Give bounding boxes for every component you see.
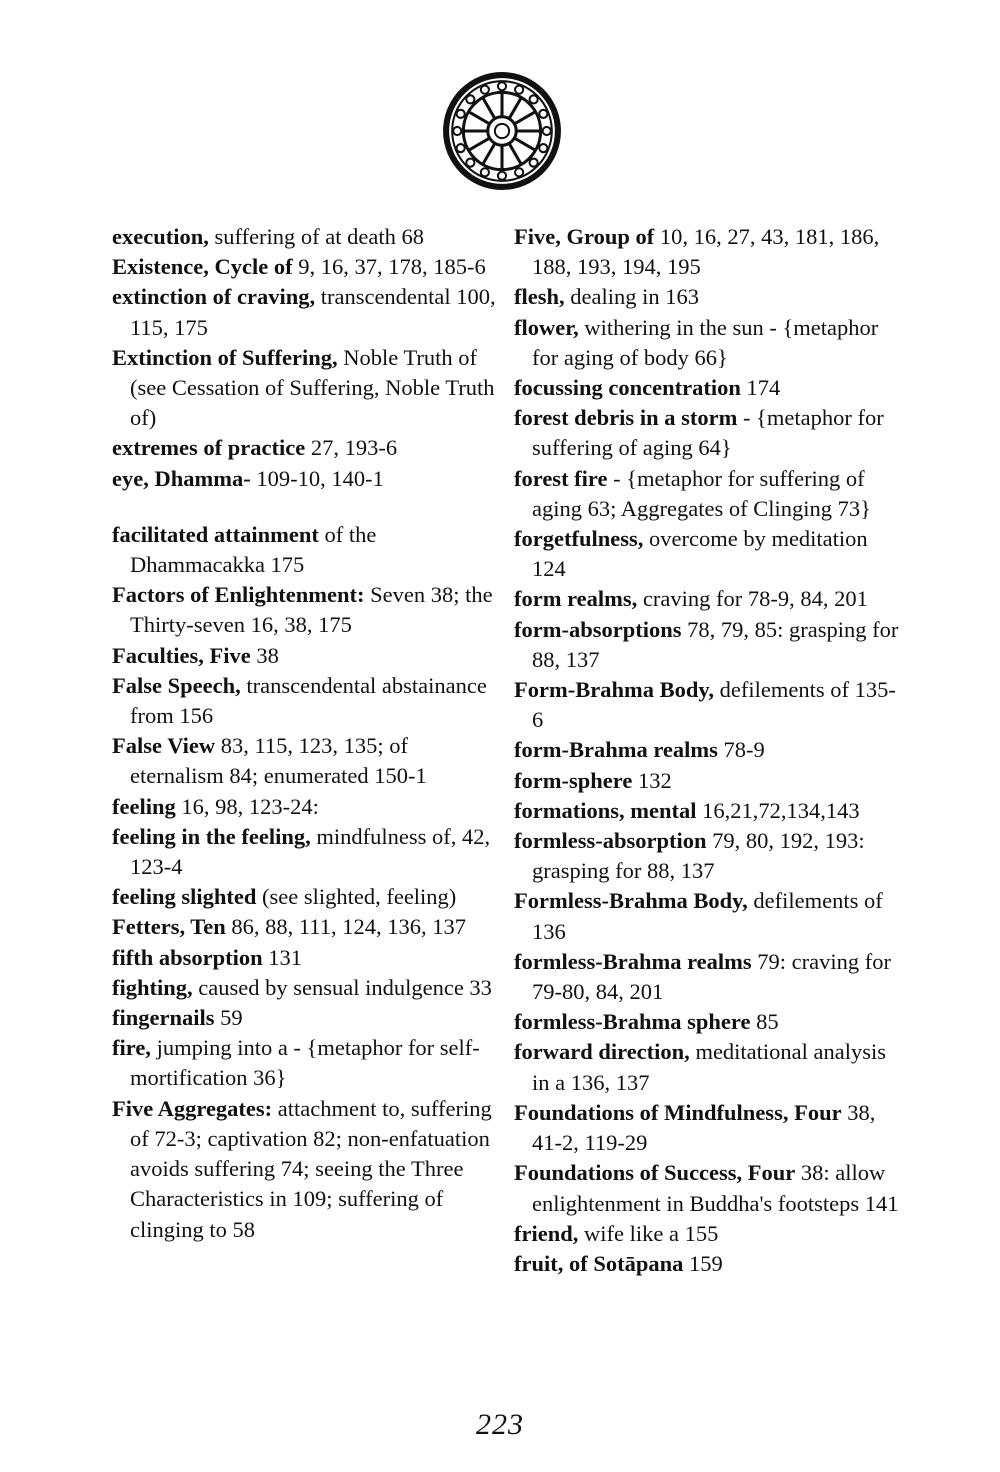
index-entry <box>514 524 904 584</box>
index-entry <box>112 882 504 912</box>
index-entry-references: 79, 80, 192, 193: grasping for 88, 137 <box>532 828 865 884</box>
index-entry-references: 86, 88, 111, 124, 136, 137 <box>225 914 466 940</box>
index-entry-references: 38: allow enlightenment in Buddha's footsteps 141 <box>532 1160 899 1216</box>
index-entry-references: - {metaphor for suffering of aging 63; Aggregates of Clinging 73} <box>532 465 871 521</box>
index-entry-references: 27, 193-6 <box>305 435 398 461</box>
index-entry <box>112 433 504 463</box>
index-entry-heading: friend, <box>514 1220 579 1246</box>
index-entry <box>514 796 904 826</box>
index-entry-heading: form realms, <box>514 586 638 612</box>
index-entry-heading: Fetters, Ten <box>112 914 226 940</box>
page-number: 223 <box>476 1408 524 1441</box>
index-entry <box>112 671 504 731</box>
index-entry-heading: extinction of craving, <box>112 284 316 310</box>
index-entry <box>112 641 504 671</box>
index-entry-heading: Faculties, Five <box>112 642 251 668</box>
index-entry-heading: False View <box>112 733 216 759</box>
index-entry <box>112 1033 504 1093</box>
index-entry-heading: Five Aggregates: <box>112 1095 273 1121</box>
index-entry-heading: forest debris in a storm <box>514 405 738 431</box>
index-entry-heading: fruit, of Sotāpana <box>514 1250 684 1276</box>
index-entry-references: 38 <box>250 642 279 668</box>
index-entry-heading: fingernails <box>112 1005 215 1031</box>
index-entry-heading: fighting, <box>112 974 193 1000</box>
index-entry-references: 78, 79, 85: grasping for 88, 137 <box>532 616 899 672</box>
index-entry-references: 78-9 <box>717 737 765 763</box>
index-entry <box>112 792 504 822</box>
index-entry <box>112 222 504 252</box>
index-entry <box>112 580 504 640</box>
index-entry <box>112 1094 504 1245</box>
index-entry <box>112 943 504 973</box>
index-entry <box>112 912 504 942</box>
index-entry-references: 159 <box>683 1250 723 1276</box>
index-entry <box>514 886 904 946</box>
index-entry-heading: Form-Brahma Body, <box>514 677 714 703</box>
index-entry <box>112 282 504 342</box>
index-entry <box>514 282 904 312</box>
index-entry <box>514 826 904 886</box>
index-entry <box>514 735 904 765</box>
index-entry-references: transcendental abstainance from 156 <box>130 672 487 729</box>
index-entry-heading: eye, Dhamma- <box>112 465 251 491</box>
index-entry-references: wife like a 155 <box>578 1220 719 1246</box>
index-entry-references: 174 <box>740 375 781 401</box>
dharma-wheel-icon <box>441 70 563 192</box>
index-column-left <box>112 222 504 1245</box>
index-entry-references: 79: craving for 79-80, 84, 201 <box>532 948 891 1005</box>
index-entry-references: meditational analysis in a 136, 137 <box>532 1039 887 1095</box>
index-entry-heading: fifth absorption <box>112 944 263 970</box>
index-entry-references: mindfulness of, 42, 123-4 <box>130 823 491 880</box>
index-entry <box>112 822 504 882</box>
index-entry-heading: feeling slighted <box>112 884 257 910</box>
index-entry <box>514 1219 904 1249</box>
index-entry-references: 85 <box>750 1009 779 1035</box>
index-entry <box>112 731 504 791</box>
index-entry-references: suffering of at death 68 <box>208 224 425 249</box>
index-entry-references: transcendental 100, 115, 175 <box>130 284 496 340</box>
index-entry-references: Noble Truth of (see Cessation of Suffering, Noble Truth of) <box>130 344 495 431</box>
index-entry-references: defilements of 136 <box>532 888 883 944</box>
index-entry-heading: Factors of Enlightenment: <box>112 582 365 608</box>
index-entry <box>514 1158 904 1218</box>
index-entry-heading: facilitated attainment <box>112 521 319 547</box>
index-entry-heading: Extinction of Suffering, <box>112 344 338 370</box>
index-entry-references: caused by sensual indulgence 33 <box>192 974 492 1000</box>
index-entry-references: 83, 115, 123, 135; of eternalism 84; enumerated 150-1 <box>130 733 427 789</box>
index-entry <box>112 252 504 282</box>
index-entry-references: craving for 78-9, 84, 201 <box>637 586 868 612</box>
index-entry <box>112 464 504 494</box>
index-entry-heading: feeling <box>112 793 176 819</box>
index-entry <box>112 520 504 580</box>
index-entry <box>112 343 504 434</box>
index-entry-references: dealing in 163 <box>564 284 699 310</box>
index-entry-references: 132 <box>632 767 672 793</box>
index-entry <box>514 1249 904 1279</box>
index-entry-heading: Foundations of Mindfulness, Four <box>514 1099 842 1125</box>
index-entry-references: 38, 41-2, 119-29 <box>532 1099 876 1156</box>
index-entry-heading: Formless-Brahma Body, <box>514 888 748 914</box>
index-entry-references: of the Dhammacakka 175 <box>130 521 377 578</box>
index-entry-heading: focussing concentration <box>514 375 741 401</box>
index-entry <box>514 403 904 463</box>
index-entry-heading: fire, <box>112 1035 151 1061</box>
index-entry-references: 9, 16, 37, 178, 185-6 <box>292 254 486 280</box>
section-gap <box>112 494 504 520</box>
index-entry-references: 16, 98, 123-24: <box>175 793 319 819</box>
index-entry <box>514 1037 904 1097</box>
index-entry <box>514 373 904 403</box>
index-entry-references: 109-10, 140-1 <box>250 465 384 491</box>
index-entry <box>112 1003 504 1033</box>
index-entry-references: defilements of 135-6 <box>532 677 896 733</box>
index-column-right <box>514 222 904 1279</box>
index-entry-references: (see slighted, feeling) <box>256 884 457 910</box>
index-entry <box>514 766 904 796</box>
index-entry-heading: formless-absorption <box>514 828 707 854</box>
index-entry-references: attachment to, suffering of 72-3; captivation 82; non-enfatuation avoids suffering 74; seeing the Three Characteristics in 109; suffering of clinging to 58 <box>130 1095 492 1242</box>
index-entry-heading: forward direction, <box>514 1039 690 1065</box>
index-entry-heading: form-Brahma realms <box>514 737 718 763</box>
index-entry-heading: flower, <box>514 314 579 340</box>
index-entry-references: 131 <box>262 944 303 970</box>
index-entry-heading: feeling in the feeling, <box>112 823 311 849</box>
index-entry <box>514 584 904 614</box>
index-entry-heading: formless-Brahma sphere <box>514 1009 751 1035</box>
index-entry-heading: Existence, Cycle of <box>112 254 293 280</box>
index-entry <box>514 1007 904 1037</box>
index-entry <box>514 675 904 735</box>
index-entry <box>514 464 904 524</box>
index-entry-references: 16,21,72,134,143 <box>696 797 860 823</box>
index-entry-heading: form-absorptions <box>514 616 682 642</box>
index-entry-references: 59 <box>214 1005 243 1031</box>
index-entry <box>514 222 904 282</box>
index-entry <box>514 615 904 675</box>
index-entry-references: 10, 16, 27, 43, 181, 186, 188, 193, 194, 195 <box>532 224 880 280</box>
index-entry-heading: forest fire <box>514 465 608 491</box>
index-entry-heading: forgetfulness, <box>514 526 644 552</box>
index-entry-heading: formless-Brahma realms <box>514 948 752 974</box>
index-entry-heading: formations, mental <box>514 797 697 823</box>
index-entry-references: withering in the sun - {metaphor for aging of body 66} <box>532 314 879 370</box>
index-entry-heading: extremes of practice <box>112 435 306 461</box>
index-entry-references: Seven 38; the Thirty-seven 16, 38, 175 <box>130 582 493 638</box>
index-entry <box>514 313 904 373</box>
index-entry <box>514 947 904 1007</box>
index-entry-references: jumping into a - {metaphor for self-mortification 36} <box>130 1035 480 1091</box>
index-entry-heading: form-sphere <box>514 767 633 793</box>
index-entry <box>514 1098 904 1158</box>
index-entry-heading: execution, <box>112 224 209 249</box>
index-entry-heading: Five, Group of <box>514 224 655 249</box>
index-entry <box>112 973 504 1003</box>
index-entry-heading: Foundations of Success, Four <box>514 1160 796 1186</box>
index-entry-references: - {metaphor for suffering of aging 64} <box>532 405 884 461</box>
index-entry-references: overcome by meditation 124 <box>532 526 868 582</box>
index-entry-heading: False Speech, <box>112 672 241 698</box>
index-entry-heading: flesh, <box>514 284 565 310</box>
